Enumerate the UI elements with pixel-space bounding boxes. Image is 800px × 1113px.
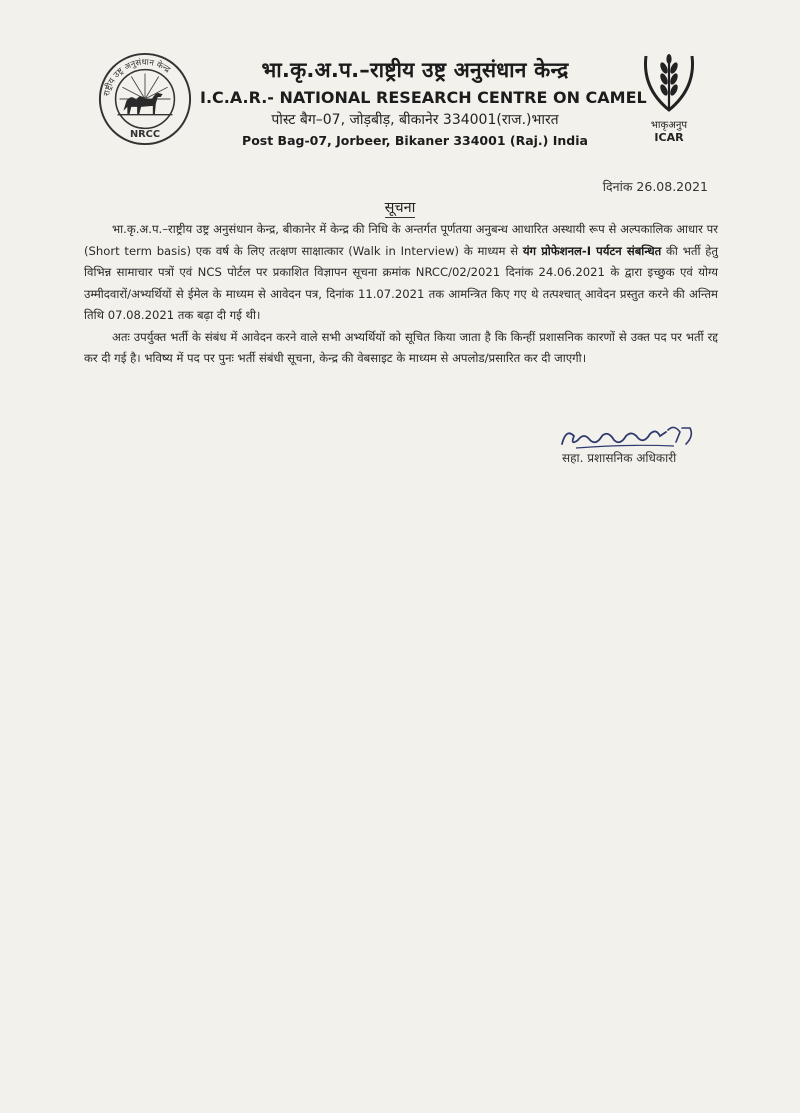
notice-body (84, 219, 718, 370)
nrcc-camel-seal-icon (96, 50, 194, 148)
paragraph-1 (84, 219, 718, 327)
para1-text-a: भा.कृ.अ.प.–राष्ट्रीय उष्ट्र अनुसंधान केन्द्र, बीकानेर में केन्द्र की निधि के अन्तर्गत पूर्णतया अनुबन्ध आधारित अस्थायी रूप से अल्पकालिक आधार पर (Short term basis) एक वर्ष के लिए तत्क्षण साक्षात्कार (Walk in Interview) के माध्यम से (84, 222, 718, 258)
notice-title: सूचना (384, 200, 416, 216)
signature-block (548, 422, 738, 484)
letterhead (200, 56, 647, 148)
seal-abbr: NRCC (129, 129, 161, 141)
org-name-hindi: भा.कृ.अ.प.–राष्ट्रीय उष्ट्र अनुसंधान केन्द्र (261, 58, 569, 82)
signatory-designation: सहा. प्रशासनिक अधिकारी (562, 451, 677, 465)
notice-date: दिनांक 26.08.2021 (602, 179, 708, 194)
org-name-english: I.C.A.R.- NATIONAL RESEARCH CENTRE ON CAMEL (200, 88, 647, 107)
notice-title-wrap (0, 197, 800, 217)
seal-ring-text: राष्ट्रीय उष्ट्र अनुसंधान केन्द्र (101, 56, 173, 97)
address-english: Post Bag-07, Jorbeer, Bikaner 334001 (Raj.) India (242, 133, 588, 148)
svg-text:राष्ट्रीय उष्ट्र अनुसंधान केन् (101, 57, 173, 97)
icar-abbr-label: ICAR (654, 131, 684, 144)
post-name: यंग प्रोफेशनल-I पर्यटन संबन्धित (522, 243, 662, 258)
icar-hindi-label: भाकृअनुप (650, 120, 688, 131)
paragraph-2: अतः उपर्युक्त भर्ती के संबंध में आवेदन करने वाले सभी अभ्यर्थियों को सूचित किया जाता है कि किन्हीं प्रशासनिक कारणों से उक्त पद पर भर्ती रद्द कर दी गई है। भविष्य में पद पर पुनः भर्ती संबंधी सूचना, केन्द्र की वेबसाइट के माध्यम से अपलोड/प्रसारित कर दी जाएगी। (84, 329, 718, 365)
icar-wheat-logo-icon (638, 48, 700, 146)
para1-text-b: की भर्ती हेतु विभिन्न सामाचार पत्रों एवं NCS पोर्टल पर प्रकाशित विज्ञापन सूचना क्रमांक NRCC/02/2021 दिनांक 24.06.2021 के द्वारा इच्छुक एवं योग्य उम्मीदवारों/अभ्यर्थियों से ईमेल के माध्यम से आवेदन पत्र, दिनांक 11.07.2021 तक आमन्त्रित किए गए थे तत्पश्चात् आवेदन प्रस्तुत करने की अन्तिम तिथि 07.08.2021 तक बढ़ा दी गई थी। (84, 243, 718, 322)
address-hindi: पोस्ट बैग–07, जोड़बीड़, बीकानेर 334001(राज.)भारत (271, 112, 559, 128)
